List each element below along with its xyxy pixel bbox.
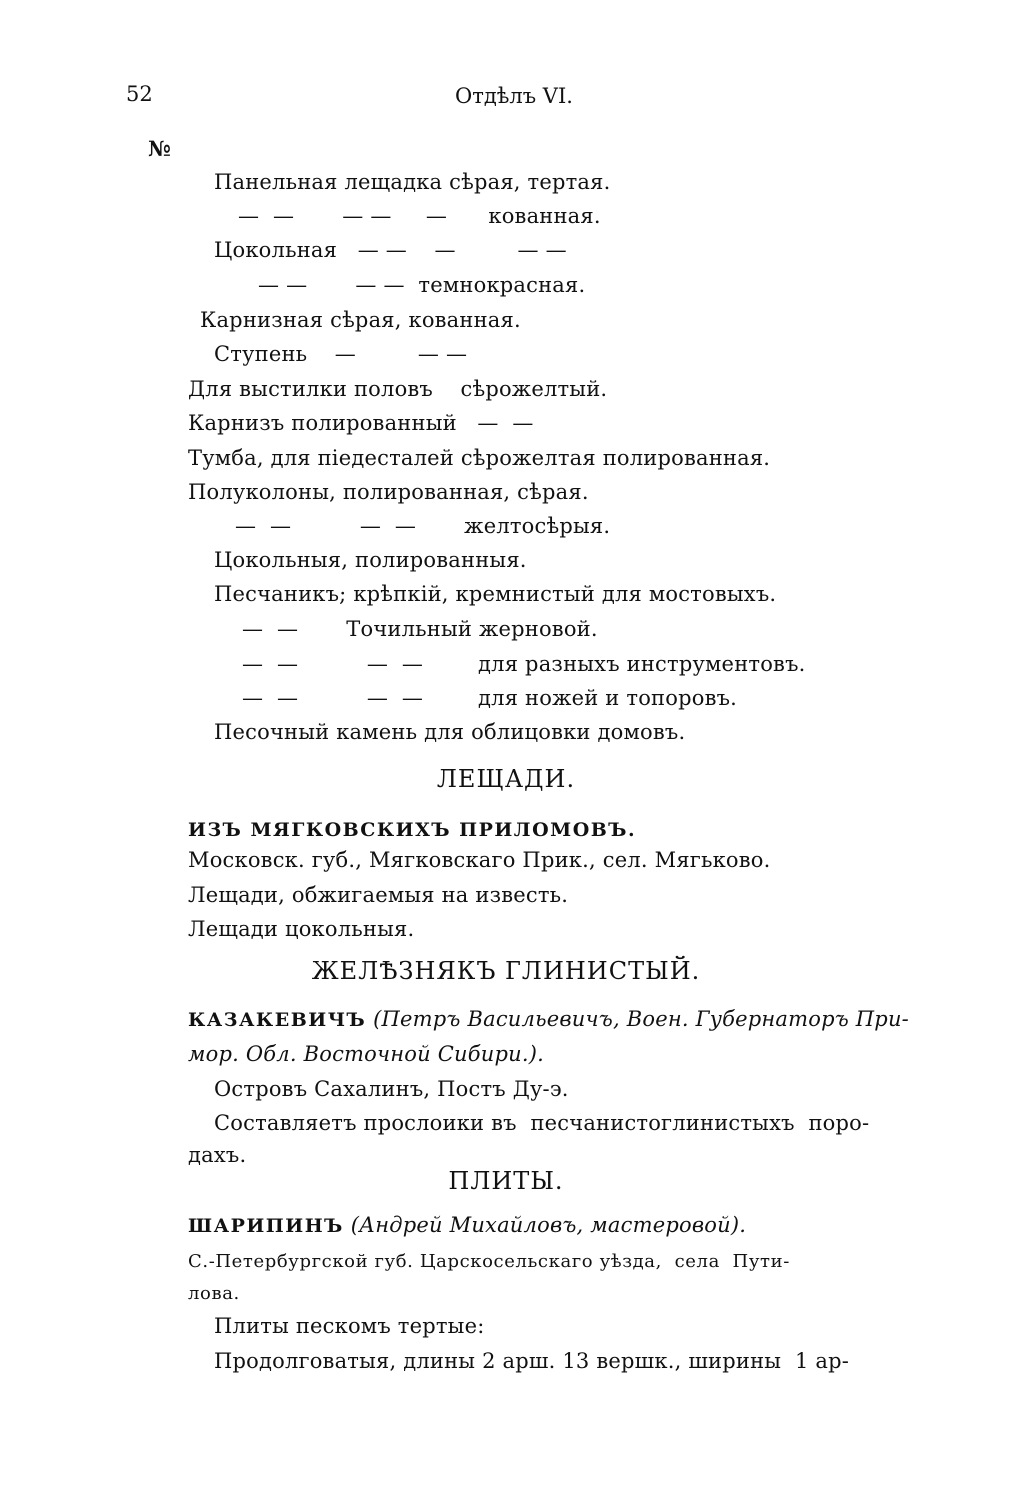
location-line-cont: лова. (188, 1283, 240, 1304)
list-item: — — — — для ножей и топоровъ. (242, 686, 738, 710)
section-heading-plity: ПЛИТЫ. (448, 1167, 564, 1195)
list-item: — — — — для разныхъ инструментовъ. (242, 652, 806, 676)
exhibitor-description: (Андрей Михайловъ, мастеровой). (343, 1213, 747, 1237)
list-item: — — — — темнокрасная. (258, 273, 586, 297)
location-line: С.-Петербургской губ. Царскосельскаго уѣзда, села Пути- (188, 1251, 790, 1272)
text-line: Плиты пескомъ тертые: (214, 1314, 485, 1338)
list-item: Песочный камень для облицовки домовъ. (214, 720, 686, 744)
exhibitor-name: ШАРИПИНЪ (188, 1215, 344, 1237)
list-item: Ступень — — — (214, 342, 468, 366)
list-item: Карнизъ полированный — — (188, 411, 534, 435)
list-item: Полуколоны, полированная, сѣрая. (188, 480, 589, 504)
number-sign: № (148, 136, 171, 161)
exhibitor-description: (Петръ Васильевичъ, Воен. Губернаторъ При- (366, 1007, 909, 1031)
text-line: дахъ. (188, 1143, 247, 1167)
text-line: Составляетъ прослоики въ песчанистоглинистыхъ поро- (214, 1111, 870, 1135)
list-item: Карнизная сѣрая, кованная. (200, 308, 521, 332)
exhibitor-entry (188, 1212, 746, 1239)
list-item: Для выстилки половъ сѣрожелтый. (188, 377, 608, 401)
list-item: Тумба, для піедесталей сѣрожелтая полированная. (188, 446, 771, 470)
list-item: Лещади, обжигаемыя на известь. (188, 883, 569, 907)
list-item: Панельная лещадка сѣрая, тертая. (214, 170, 611, 194)
list-item: Цокольная — — — — — (214, 238, 567, 262)
running-title: Отдѣлъ VI. (455, 84, 573, 108)
text-line: Продолговатыя, длины 2 арш. 13 вершк., ширины 1 ар- (214, 1349, 850, 1373)
location-line: Московск. губ., Мягковскаго Прик., сел. Мягьково. (188, 848, 771, 872)
list-item: — — — — — кованная. (238, 204, 601, 228)
list-item: — — Точильный жерновой. (242, 617, 598, 641)
location-line: Островъ Сахалинъ, Постъ Ду-э. (214, 1077, 569, 1101)
section-heading-zheleznyak: ЖЕЛѢЗНЯКЪ ГЛИНИСТЫЙ. (311, 957, 701, 985)
page-number: 52 (126, 82, 153, 106)
exhibitor-name: ИЗЪ МЯГКОВСКИХЪ ПРИЛОМОВЪ. (188, 819, 637, 841)
exhibitor-name: КАЗАКЕВИЧЪ (188, 1009, 367, 1031)
list-item: Цокольныя, полированныя. (214, 548, 527, 572)
list-item: Песчаникъ; крѣпкій, кремнистый для мостовыхъ. (214, 582, 777, 606)
section-heading-leshchadi: ЛЕЩАДИ. (436, 765, 576, 793)
list-item: — — — — желтосѣрыя. (235, 514, 611, 538)
exhibitor-description-cont: мор. Обл. Восточной Сибири.). (188, 1042, 544, 1066)
list-item: Лещади цокольныя. (188, 917, 415, 941)
exhibitor-entry (188, 1006, 909, 1033)
